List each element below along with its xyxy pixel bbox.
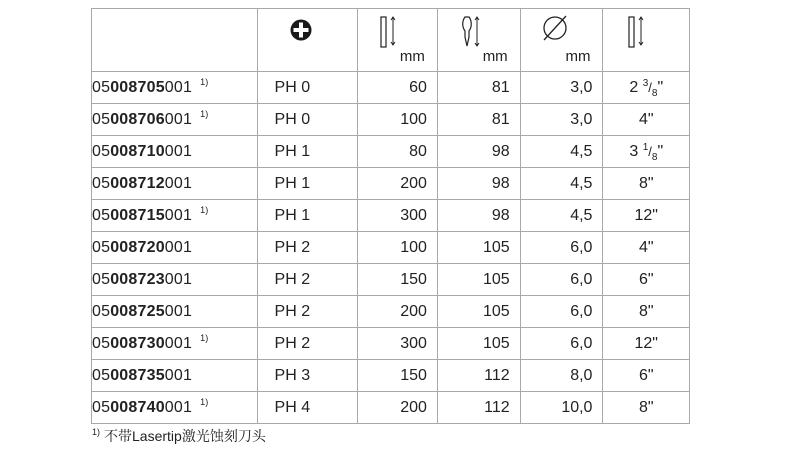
blade-length-cell: 200 bbox=[357, 168, 437, 200]
blade-length-cell: 150 bbox=[357, 264, 437, 296]
blade-length-inch-cell bbox=[603, 200, 690, 232]
blade-length-cell: 200 bbox=[357, 392, 437, 424]
article-prefix: 05 bbox=[92, 270, 111, 288]
diameter-cell: 10,0 bbox=[520, 392, 603, 424]
article-suffix: 001 bbox=[164, 238, 193, 256]
article-number-cell bbox=[92, 296, 258, 328]
blade-length-cell: 150 bbox=[357, 360, 437, 392]
article-suffix: 001 bbox=[164, 110, 193, 128]
blade-length-inch-cell bbox=[603, 264, 690, 296]
header-article-cell bbox=[92, 9, 258, 72]
total-length-cell: 98 bbox=[437, 200, 520, 232]
inch-mark: " bbox=[657, 142, 664, 160]
inch-frac-num: 3 bbox=[642, 77, 649, 89]
total-length-cell: 98 bbox=[437, 136, 520, 168]
article-suffix: 001 bbox=[164, 366, 193, 384]
article-core: 008706 bbox=[110, 110, 165, 128]
blade-length-cell: 300 bbox=[357, 200, 437, 232]
diameter-cell: 8,0 bbox=[520, 360, 603, 392]
article-number-cell bbox=[92, 72, 258, 104]
footnote-ref: 1) bbox=[200, 108, 209, 119]
blade-length-inch-cell bbox=[603, 136, 690, 168]
diameter-cell: 6,0 bbox=[520, 328, 603, 360]
inch-whole: 12" bbox=[634, 334, 658, 352]
table-row bbox=[92, 296, 690, 328]
table-header-row bbox=[92, 9, 690, 72]
inch-whole: 4" bbox=[638, 110, 654, 128]
article-number-cell bbox=[92, 264, 258, 296]
article-suffix: 001 bbox=[164, 270, 193, 288]
article-core: 008740 bbox=[110, 398, 165, 416]
header-inch-cell bbox=[603, 9, 690, 72]
blade-length-inch-cell bbox=[603, 392, 690, 424]
tip-size-cell: PH 1 bbox=[257, 168, 357, 200]
total-length-cell: 112 bbox=[437, 360, 520, 392]
diameter-cell: 6,0 bbox=[520, 296, 603, 328]
header-tip-cell bbox=[257, 9, 357, 72]
article-prefix: 05 bbox=[92, 174, 111, 192]
phillips-icon bbox=[290, 19, 312, 41]
inch-frac-slash: / bbox=[648, 143, 652, 159]
table-row bbox=[92, 136, 690, 168]
table-row bbox=[92, 328, 690, 360]
total-length-unit: mm bbox=[482, 48, 508, 65]
article-number-cell bbox=[92, 360, 258, 392]
table-row bbox=[92, 104, 690, 136]
footnote bbox=[92, 426, 266, 446]
article-prefix: 05 bbox=[92, 78, 111, 96]
diameter-cell: 4,5 bbox=[520, 168, 603, 200]
inch-whole: 6" bbox=[638, 366, 654, 384]
diameter-cell: 3,0 bbox=[520, 72, 603, 104]
article-prefix: 05 bbox=[92, 206, 111, 224]
blade-length-cell: 300 bbox=[357, 328, 437, 360]
blade-length-cell: 100 bbox=[357, 232, 437, 264]
article-prefix: 05 bbox=[92, 110, 111, 128]
article-prefix: 05 bbox=[92, 366, 111, 384]
total-length-icon bbox=[460, 15, 482, 49]
article-suffix: 001 bbox=[164, 206, 193, 224]
header-total-length-cell bbox=[437, 9, 520, 72]
tip-size-cell: PH 2 bbox=[257, 328, 357, 360]
footnote-ref: 1) bbox=[200, 204, 209, 215]
article-core: 008710 bbox=[110, 142, 165, 160]
footnote-ref: 1) bbox=[200, 396, 209, 407]
article-suffix: 001 bbox=[164, 142, 193, 160]
total-length-cell: 98 bbox=[437, 168, 520, 200]
blade-length-inch-cell bbox=[603, 328, 690, 360]
blade-length-cell: 60 bbox=[357, 72, 437, 104]
total-length-cell: 105 bbox=[437, 296, 520, 328]
article-suffix: 001 bbox=[164, 78, 193, 96]
footnote-ref: 1) bbox=[200, 332, 209, 343]
footnote-marker: 1) bbox=[92, 427, 101, 437]
article-number-cell bbox=[92, 200, 258, 232]
table-row bbox=[92, 264, 690, 296]
tip-size-cell: PH 3 bbox=[257, 360, 357, 392]
blade-length-inch-cell bbox=[603, 168, 690, 200]
tip-size-cell: PH 0 bbox=[257, 72, 357, 104]
inch-whole: 8" bbox=[638, 302, 654, 320]
tip-size-cell: PH 4 bbox=[257, 392, 357, 424]
blade-length-inch-cell bbox=[603, 360, 690, 392]
blade-length-unit: mm bbox=[399, 48, 425, 65]
footnote-text: 不带Lasertip激光蚀刻刀头 bbox=[104, 428, 266, 444]
inch-whole: 2 bbox=[629, 78, 639, 96]
article-number-cell bbox=[92, 328, 258, 360]
total-length-cell: 105 bbox=[437, 264, 520, 296]
tip-size-cell: PH 2 bbox=[257, 264, 357, 296]
article-core: 008715 bbox=[110, 206, 165, 224]
blade-length-inch-cell bbox=[603, 104, 690, 136]
article-core: 008723 bbox=[110, 270, 165, 288]
diameter-icon bbox=[540, 13, 570, 43]
blade-length-cell: 200 bbox=[357, 296, 437, 328]
total-length-cell: 105 bbox=[437, 232, 520, 264]
article-suffix: 001 bbox=[164, 398, 193, 416]
article-core: 008720 bbox=[110, 238, 165, 256]
blade-length-cell: 80 bbox=[357, 136, 437, 168]
header-diameter-cell bbox=[520, 9, 603, 72]
inch-whole: 8" bbox=[638, 174, 654, 192]
inch-whole: 8" bbox=[638, 398, 654, 416]
article-suffix: 001 bbox=[164, 334, 193, 352]
table-row bbox=[92, 392, 690, 424]
tip-size-cell: PH 2 bbox=[257, 232, 357, 264]
total-length-cell: 112 bbox=[437, 392, 520, 424]
article-number-cell bbox=[92, 392, 258, 424]
diameter-unit: mm bbox=[565, 48, 591, 65]
blade-length-icon bbox=[378, 15, 398, 49]
inch-whole: 3 bbox=[629, 142, 639, 160]
tip-size-cell: PH 2 bbox=[257, 296, 357, 328]
tip-size-cell: PH 0 bbox=[257, 104, 357, 136]
diameter-cell: 6,0 bbox=[520, 232, 603, 264]
article-prefix: 05 bbox=[92, 238, 111, 256]
inch-whole: 12" bbox=[634, 206, 658, 224]
table-row bbox=[92, 232, 690, 264]
diameter-cell: 4,5 bbox=[520, 200, 603, 232]
article-core: 008735 bbox=[110, 366, 165, 384]
table-row bbox=[92, 168, 690, 200]
total-length-cell: 81 bbox=[437, 72, 520, 104]
article-core: 008730 bbox=[110, 334, 165, 352]
article-suffix: 001 bbox=[164, 302, 193, 320]
article-core: 008705 bbox=[110, 78, 165, 96]
article-number-cell bbox=[92, 232, 258, 264]
table-row bbox=[92, 360, 690, 392]
footnote-ref: 1) bbox=[200, 76, 209, 87]
article-number-cell bbox=[92, 136, 258, 168]
inch-frac-slash: / bbox=[648, 79, 652, 95]
inch-frac-den: 8 bbox=[651, 87, 658, 99]
article-prefix: 05 bbox=[92, 334, 111, 352]
article-prefix: 05 bbox=[92, 142, 111, 160]
article-core: 008712 bbox=[110, 174, 165, 192]
inch-frac-den: 8 bbox=[651, 151, 658, 163]
blade-length-inch-cell bbox=[603, 296, 690, 328]
total-length-cell: 81 bbox=[437, 104, 520, 136]
article-prefix: 05 bbox=[92, 302, 111, 320]
inch-frac-num: 1 bbox=[642, 141, 649, 153]
article-suffix: 001 bbox=[164, 174, 193, 192]
article-prefix: 05 bbox=[92, 398, 111, 416]
inch-whole: 6" bbox=[638, 270, 654, 288]
diameter-cell: 3,0 bbox=[520, 104, 603, 136]
inch-mark: " bbox=[657, 78, 664, 96]
article-number-cell bbox=[92, 168, 258, 200]
inch-whole: 4" bbox=[638, 238, 654, 256]
article-number-cell bbox=[92, 104, 258, 136]
blade-length-inch-icon bbox=[626, 15, 646, 49]
blade-length-cell: 100 bbox=[357, 104, 437, 136]
header-blade-length-cell bbox=[357, 9, 437, 72]
blade-length-inch-cell bbox=[603, 72, 690, 104]
article-core: 008725 bbox=[110, 302, 165, 320]
total-length-cell: 105 bbox=[437, 328, 520, 360]
tip-size-cell: PH 1 bbox=[257, 200, 357, 232]
spec-table bbox=[91, 8, 690, 424]
blade-length-inch-cell bbox=[603, 232, 690, 264]
table-row bbox=[92, 200, 690, 232]
tip-size-cell: PH 1 bbox=[257, 136, 357, 168]
diameter-cell: 6,0 bbox=[520, 264, 603, 296]
table-row bbox=[92, 72, 690, 104]
diameter-cell: 4,5 bbox=[520, 136, 603, 168]
